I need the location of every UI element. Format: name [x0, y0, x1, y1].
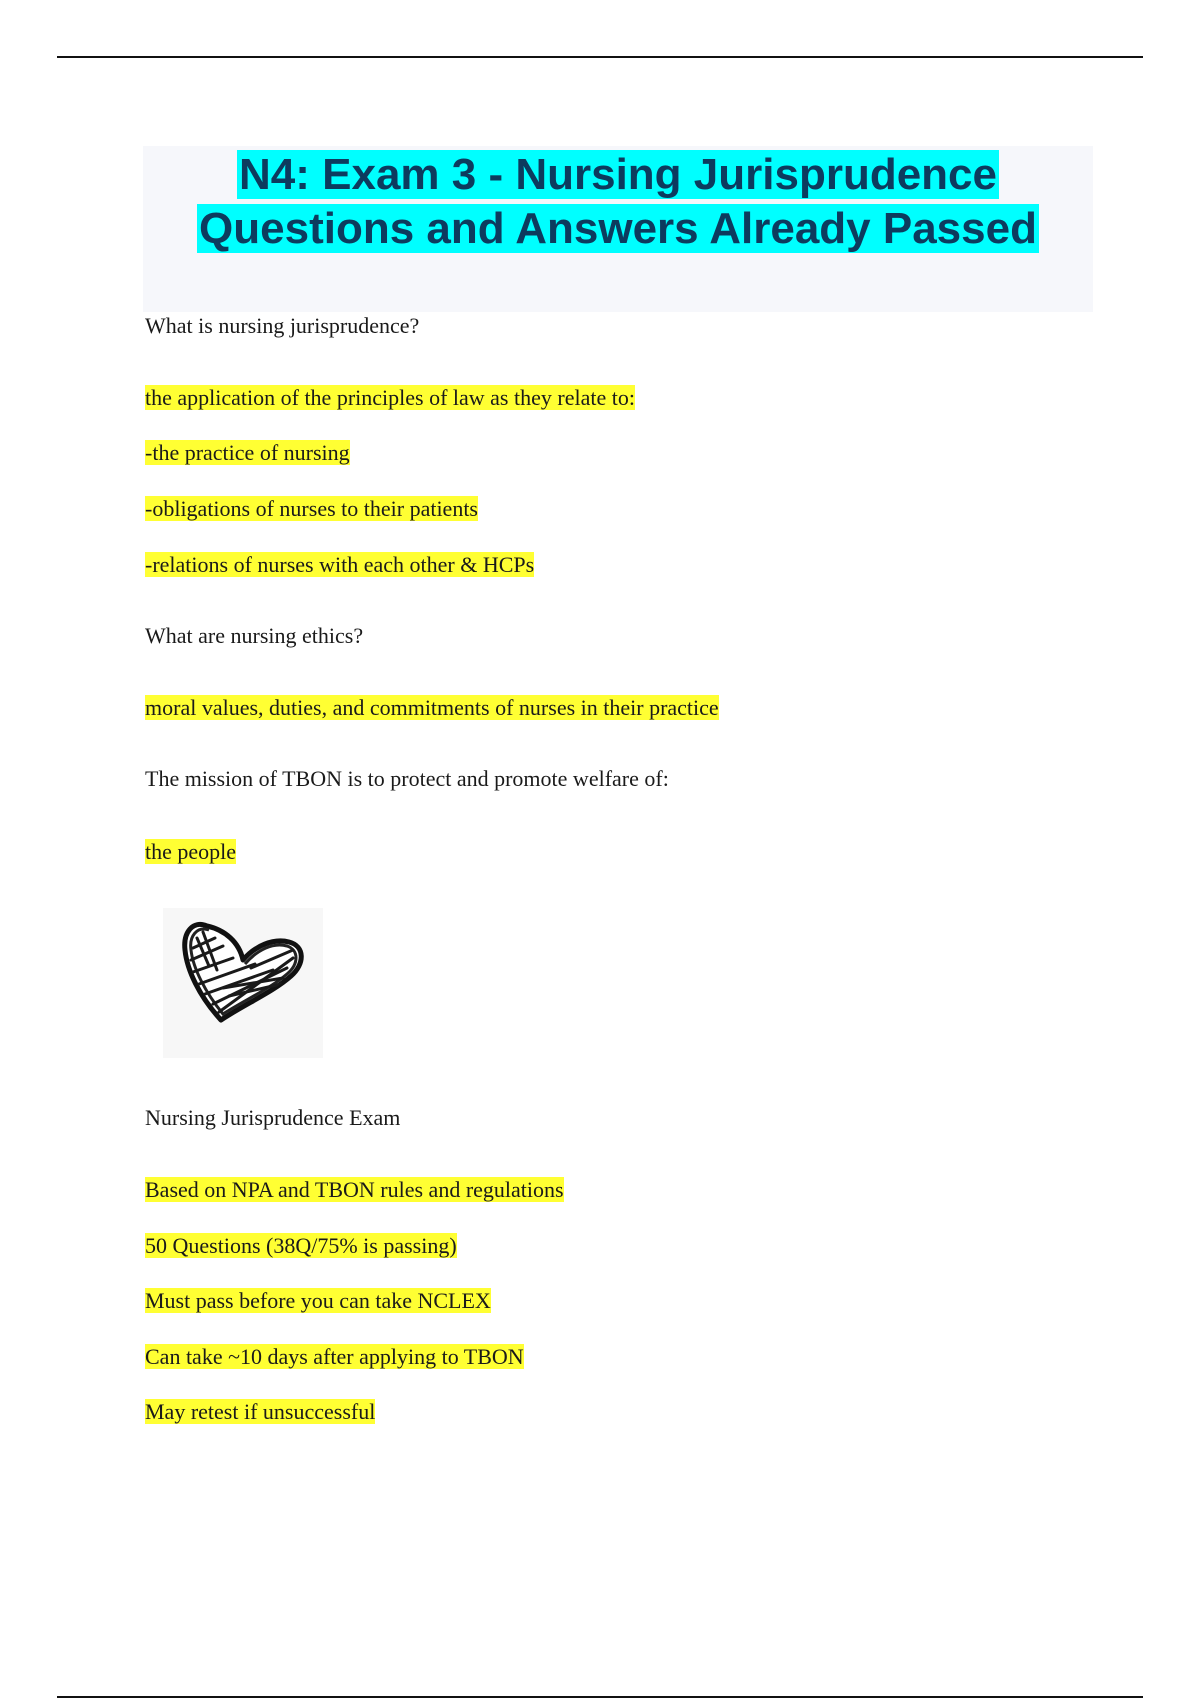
answer-text: -relations of nurses with each other & HCPs	[145, 552, 535, 577]
answer-text: moral values, duties, and commitments of nurses in their practice	[145, 695, 719, 720]
question-text: What are nursing ethics?	[145, 623, 364, 648]
answer-text: the application of the principles of law as they relate to:	[145, 385, 635, 410]
answer-text: May retest if unsuccessful	[145, 1399, 376, 1424]
answer-text: Must pass before you can take NCLEX	[145, 1288, 491, 1313]
answer-text: Based on NPA and TBON rules and regulations	[145, 1177, 564, 1202]
question-text: The mission of TBON is to protect and promote welfare of:	[145, 766, 669, 791]
title-line-2: Questions and Answers Already Passed	[199, 204, 1037, 253]
answer-text: the people	[145, 839, 237, 864]
heart-doodle-icon	[163, 908, 323, 1058]
answer-text: Can take ~10 days after applying to TBON	[145, 1344, 524, 1369]
header-rule	[57, 56, 1143, 58]
title-block	[143, 146, 1093, 312]
document-title	[143, 146, 1093, 256]
answer-text: -obligations of nurses to their patients	[145, 496, 478, 521]
title-line-1: N4: Exam 3 - Nursing Jurisprudence	[239, 150, 997, 199]
footer-rule	[57, 1696, 1143, 1698]
answer-text: -the practice of nursing	[145, 440, 350, 465]
answer-text: 50 Questions (38Q/75% is passing)	[145, 1233, 457, 1258]
question-text: Nursing Jurisprudence Exam	[145, 1105, 401, 1130]
question-text: What is nursing jurisprudence?	[145, 313, 420, 338]
